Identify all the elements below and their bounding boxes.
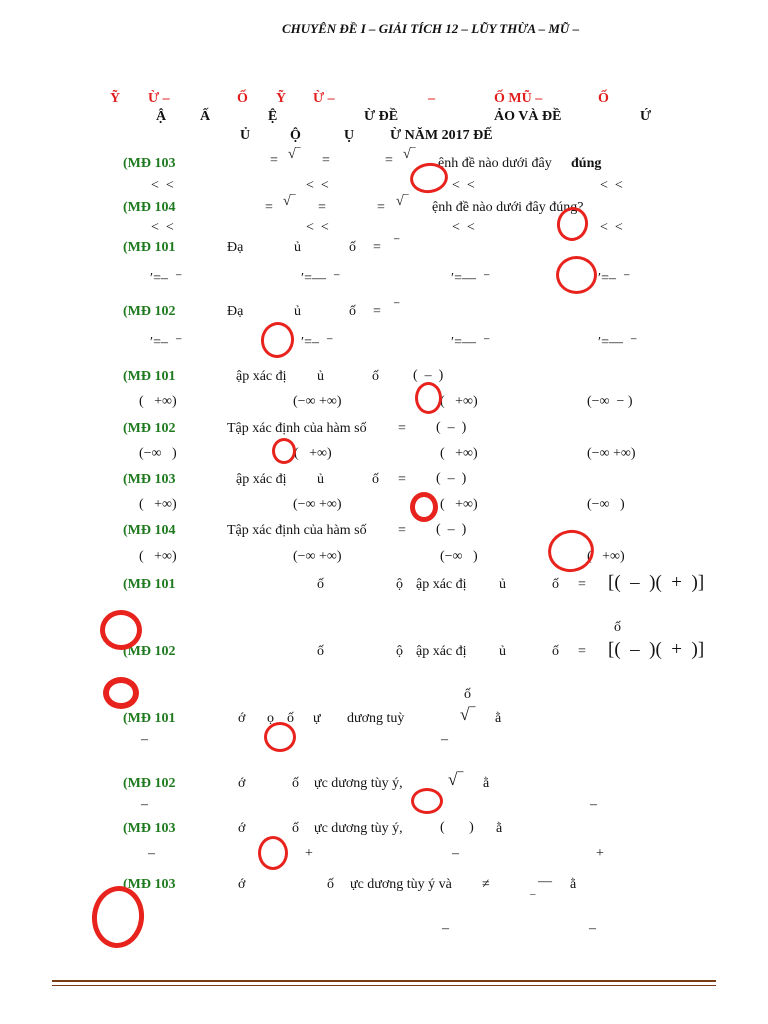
question-label: (MĐ 101 <box>123 711 176 726</box>
stem-text: Tập xác định của hàm số <box>227 523 367 538</box>
stem-text: ố <box>317 644 324 659</box>
stem-text: ệnh đề nào dưới đây đúng? <box>432 200 584 215</box>
math-frag: √‾ <box>448 770 463 789</box>
footer-rule <box>52 980 716 982</box>
math-frag: — <box>538 874 552 889</box>
stem-text: ực dương tùy ý, <box>314 776 403 791</box>
question-label: (MĐ 104 <box>123 523 176 538</box>
stem-emphasis: đúng <box>571 156 602 171</box>
stem-text: ủ <box>294 240 301 255</box>
math-frag: = <box>578 644 586 659</box>
math-frag: = <box>398 421 406 436</box>
option: ′=– ⁻ <box>301 335 334 350</box>
option: ( +∞) <box>440 446 478 461</box>
option: < < <box>306 220 329 235</box>
stem-text: ố <box>349 304 356 319</box>
stem-text: Đạ <box>227 240 244 255</box>
option: ( +∞) <box>139 497 177 512</box>
stem-text: ực dương tùy ý, <box>314 821 403 836</box>
question-label: (MĐ 103 <box>123 156 176 171</box>
stem-text: ủ <box>294 304 301 319</box>
footer-rule <box>52 985 716 986</box>
option: + <box>305 846 313 861</box>
stem-text: ập xác đị <box>416 644 467 659</box>
math-frag: √‾ <box>396 194 409 209</box>
question-label: (MĐ 101 <box>123 369 176 384</box>
math-frag: = <box>322 153 330 168</box>
option: ′=– ⁻ <box>598 271 631 286</box>
stem-text: ằ <box>496 821 503 836</box>
stem-text: ố <box>552 644 559 659</box>
option: – <box>141 797 148 812</box>
option: ′=–– ⁻ <box>451 335 491 350</box>
math-frag: = <box>398 472 406 487</box>
answer-mark <box>100 610 142 650</box>
stem-text: ố <box>464 687 471 702</box>
option: – <box>589 921 596 936</box>
option: ′=–– ⁻ <box>451 271 491 286</box>
option: ( +∞) <box>440 394 478 409</box>
math-frag: ⁻ <box>393 235 401 250</box>
heading-frag: Ệ <box>268 109 278 124</box>
stem-text: ố <box>614 620 621 635</box>
answer-mark <box>264 722 296 752</box>
math-frag: = <box>270 153 278 168</box>
question-label: (MĐ 102 <box>123 304 176 319</box>
math-frag: ( – ) <box>436 471 467 486</box>
math-frag: = <box>373 304 381 319</box>
option: < < <box>452 178 475 193</box>
stem-text: ớ <box>238 877 246 892</box>
answer-mark <box>103 677 139 709</box>
stem-text: ố <box>292 776 299 791</box>
stem-text: ố <box>287 711 294 726</box>
heading-frag: Ỹ <box>110 91 121 106</box>
math-frag: = <box>318 200 326 215</box>
question-label: (MĐ 101 <box>123 240 176 255</box>
option: (−∞ +∞) <box>587 446 636 461</box>
math-frag: ≠ <box>482 877 490 892</box>
question-label: (MĐ 104 <box>123 200 176 215</box>
math-frag: ( – ) <box>436 522 467 537</box>
stem-text: ớ <box>238 821 246 836</box>
answer-mark <box>545 526 598 575</box>
option: < < <box>452 220 475 235</box>
option: < < <box>600 178 623 193</box>
option: – <box>590 797 597 812</box>
stem-text: ớ <box>238 776 246 791</box>
math-frag: [( – )( + )] <box>608 572 705 593</box>
math-frag: = <box>377 200 385 215</box>
math-frag: = <box>385 153 393 168</box>
heading-frag: Ỹ <box>276 91 287 106</box>
answer-mark <box>556 256 597 294</box>
heading-frag: – <box>428 91 435 106</box>
option: (−∞ +∞) <box>293 394 342 409</box>
heading-frag: Ố <box>598 91 609 106</box>
stem-text: Tập xác định của hàm số <box>227 421 367 436</box>
math-frag: = <box>578 577 586 592</box>
option: ( +∞) <box>440 497 478 512</box>
stem-text: ủ <box>317 369 324 384</box>
page-header: CHUYÊN ĐỀ I – GIẢI TÍCH 12 – LŨY THỪA – MŨ – <box>282 21 580 36</box>
option: + <box>596 846 604 861</box>
math-frag: = <box>373 240 381 255</box>
stem-text: ố <box>327 877 334 892</box>
stem-text: ủ <box>499 644 506 659</box>
stem-text: ực dương tùy ý và <box>350 877 452 892</box>
stem-text: ọ <box>267 711 274 726</box>
math-frag: ( ) <box>440 820 474 835</box>
heading-frag: Ậ <box>156 109 167 124</box>
stem-text: ố <box>552 577 559 592</box>
option: < < <box>600 220 623 235</box>
answer-mark <box>410 492 438 522</box>
option: ( +∞) <box>587 549 625 564</box>
answer-mark <box>89 883 147 950</box>
answer-mark <box>415 382 442 414</box>
option: ( +∞) <box>139 394 177 409</box>
question-label: (MĐ 101 <box>123 577 176 592</box>
stem-text: ự <box>313 711 321 726</box>
stem-text: ố <box>349 240 356 255</box>
stem-text: ố <box>372 472 379 487</box>
answer-mark <box>272 438 296 464</box>
option: < < <box>306 178 329 193</box>
option: – <box>442 921 449 936</box>
option: ( +∞) <box>294 446 332 461</box>
heading-frag: Ủ <box>240 128 251 143</box>
heading-frag: Ừ NĂM 2017 ĐẾ <box>390 128 493 143</box>
stem-text: ủ <box>499 577 506 592</box>
math-frag: = <box>265 200 273 215</box>
stem-text: ố <box>317 577 324 592</box>
heading-frag: Ụ <box>344 128 355 143</box>
answer-mark <box>258 319 297 360</box>
math-frag: ( – ) <box>436 420 467 435</box>
answer-mark <box>258 836 288 870</box>
question-label: (MĐ 103 <box>123 472 176 487</box>
math-frag: ⁻ <box>393 299 401 314</box>
option: (−∞ ) <box>139 446 177 461</box>
option: (−∞ +∞) <box>293 549 342 564</box>
math-frag: √‾ <box>403 147 416 162</box>
stem-text: ố <box>292 821 299 836</box>
option: – <box>148 846 155 861</box>
stem-text: ằ <box>570 877 577 892</box>
option: ′=–– ⁻ <box>301 271 341 286</box>
stem-text: ộ <box>396 644 403 659</box>
option: ( +∞) <box>139 549 177 564</box>
heading-frag: Ừ ĐỀ <box>364 109 399 124</box>
heading-frag: Ừ – <box>148 91 170 106</box>
heading-frag: ẢO VÀ ĐỀ <box>494 109 562 124</box>
question-label: (MĐ 103 <box>123 877 176 892</box>
option: (−∞ +∞) <box>293 497 342 512</box>
option: < < <box>151 220 174 235</box>
math-frag: = <box>398 523 406 538</box>
stem-text: ố <box>372 369 379 384</box>
option: ′=– ⁻ <box>150 335 183 350</box>
option: (−∞ ) <box>440 549 478 564</box>
option: (−∞ ) <box>587 497 625 512</box>
stem-text: ập xác đị <box>236 369 287 384</box>
question-label: (MĐ 103 <box>123 821 176 836</box>
heading-frag: Ấ <box>200 109 211 124</box>
heading-frag: Ố MŨ – <box>494 91 543 106</box>
stem-text: ộ <box>396 577 403 592</box>
option: – <box>141 732 148 747</box>
stem-text: Đạ <box>227 304 244 319</box>
stem-text: ập xác đị <box>236 472 287 487</box>
stem-text: ập xác đị <box>416 577 467 592</box>
option: ′=– ⁻ <box>150 271 183 286</box>
math-frag: √‾ <box>460 705 475 724</box>
option: ′=–– ⁻ <box>598 335 638 350</box>
question-label: (MĐ 102 <box>123 776 176 791</box>
question-label: (MĐ 102 <box>123 644 176 659</box>
option: – <box>452 846 459 861</box>
answer-mark <box>411 788 443 814</box>
stem-text: dương tuỳ <box>347 711 405 726</box>
option: (−∞ − ) <box>587 394 633 409</box>
stem-text: ệnh đề nào dưới đây <box>438 156 556 171</box>
option: < < <box>151 178 174 193</box>
heading-frag: Ừ – <box>313 91 335 106</box>
math-frag: – <box>530 888 536 900</box>
option: – <box>441 732 448 747</box>
stem-text: ớ <box>238 711 246 726</box>
math-frag: √‾ <box>288 147 301 162</box>
math-frag: ( – ) <box>413 368 444 383</box>
math-frag: [( – )( + )] <box>608 639 705 660</box>
heading-frag: Ộ <box>290 128 301 143</box>
heading-frag: Ứ <box>640 109 652 124</box>
stem-text: ằ <box>483 776 490 791</box>
stem-text: ằ <box>495 711 502 726</box>
question-label: (MĐ 102 <box>123 421 176 436</box>
math-frag: √‾ <box>283 194 296 209</box>
heading-frag: Ố <box>237 91 248 106</box>
stem-text: ủ <box>317 472 324 487</box>
